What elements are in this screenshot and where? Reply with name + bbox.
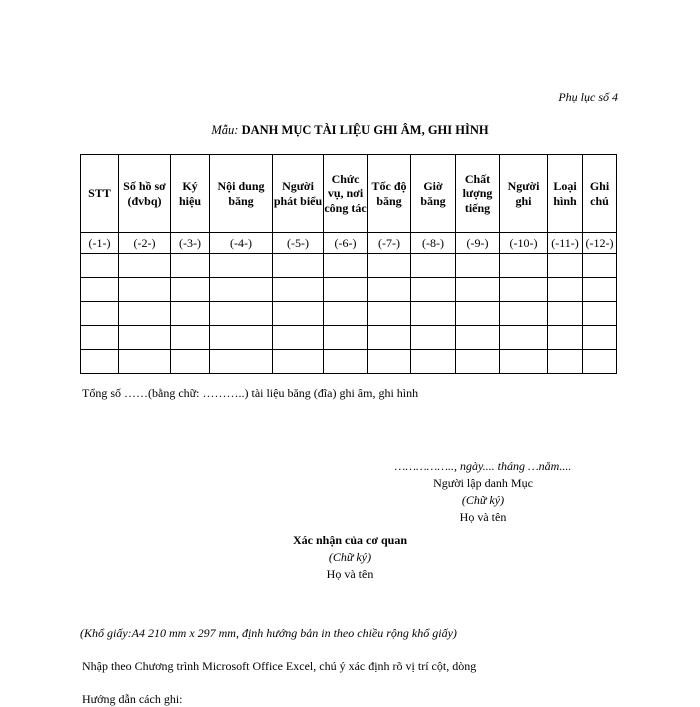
empty-cell: [368, 350, 411, 374]
empty-cell: [456, 302, 500, 326]
confirmation-signature-label: (Chữ ký): [328, 550, 372, 564]
appendix-label: Phụ lục số 4: [558, 90, 618, 104]
column-number-cell: (-3-): [171, 233, 210, 254]
column-number-cell: (-10-): [500, 233, 548, 254]
empty-cell: [171, 302, 210, 326]
paper-size-note: (Khổ giấy:A4 210 mm x 297 mm, định hướng bản in theo chiều rộng khổ giấy): [80, 626, 457, 640]
confirmation-name-label: Họ và tên: [326, 567, 374, 581]
empty-cell: [119, 302, 171, 326]
empty-cell: [583, 302, 617, 326]
empty-cell: [273, 326, 324, 350]
agency-confirmation-block: [250, 532, 450, 583]
header-cell: Chất lượng tiếng: [456, 155, 500, 233]
empty-cell: [273, 278, 324, 302]
empty-cell: [368, 302, 411, 326]
header-cell: Số hồ sơ (đvbq): [119, 155, 171, 233]
column-number-cell: (-4-): [210, 233, 273, 254]
column-number-cell: (-5-): [273, 233, 324, 254]
empty-cell: [81, 350, 119, 374]
creator-signature-block: [383, 458, 583, 526]
total-line: Tổng số ……(bằng chữ: ………..) tài liệu băng (đĩa) ghi âm, ghi hình: [82, 386, 419, 400]
empty-cell: [500, 254, 548, 278]
header-cell: Giờ băng: [411, 155, 456, 233]
empty-cell: [119, 326, 171, 350]
column-number-cell: (-2-): [119, 233, 171, 254]
column-number-cell: (-6-): [324, 233, 368, 254]
guide-heading: Hướng dẫn cách ghi:: [82, 692, 183, 706]
empty-cell: [324, 350, 368, 374]
form-title-lead: Mẫu:: [211, 123, 239, 137]
column-number-cell: (-8-): [411, 233, 456, 254]
recording-list-table: [80, 154, 617, 374]
empty-cell: [324, 302, 368, 326]
empty-cell: [368, 326, 411, 350]
date-line: …………….., ngày.... tháng …năm....: [394, 459, 572, 473]
empty-cell: [273, 302, 324, 326]
creator-signature-label: (Chữ ký): [461, 493, 505, 507]
empty-cell: [273, 350, 324, 374]
header-cell: Loại hình: [548, 155, 583, 233]
header-cell: Ghi chú: [583, 155, 617, 233]
empty-cell: [210, 302, 273, 326]
table-row: [81, 278, 617, 302]
empty-cell: [171, 350, 210, 374]
header-cell: Người ghi: [500, 155, 548, 233]
header-cell: Tốc độ băng: [368, 155, 411, 233]
empty-cell: [411, 350, 456, 374]
empty-cell: [500, 302, 548, 326]
empty-cell: [548, 350, 583, 374]
empty-cell: [583, 278, 617, 302]
header-cell: Người phát biểu: [273, 155, 324, 233]
empty-cell: [81, 278, 119, 302]
column-number-row: [81, 233, 617, 254]
empty-cell: [171, 278, 210, 302]
empty-cell: [368, 278, 411, 302]
empty-cell: [456, 350, 500, 374]
empty-cell: [324, 254, 368, 278]
empty-cell: [171, 254, 210, 278]
empty-cell: [500, 350, 548, 374]
table-header-row: [81, 155, 617, 233]
header-cell: Ký hiệu: [171, 155, 210, 233]
empty-cell: [548, 326, 583, 350]
header-cell: STT: [81, 155, 119, 233]
empty-cell: [119, 254, 171, 278]
empty-cell: [81, 254, 119, 278]
header-cell: Chức vụ, nơi công tác: [324, 155, 368, 233]
creator-role: Người lập danh Mục: [433, 476, 533, 490]
empty-cell: [210, 350, 273, 374]
table-row: [81, 326, 617, 350]
empty-cell: [210, 254, 273, 278]
empty-cell: [548, 254, 583, 278]
empty-cell: [411, 302, 456, 326]
form-title: [0, 123, 700, 138]
creator-name-label: Họ và tên: [459, 510, 507, 524]
empty-cell: [583, 350, 617, 374]
empty-cell: [548, 302, 583, 326]
empty-cell: [119, 350, 171, 374]
empty-cell: [81, 326, 119, 350]
column-number-cell: (-11-): [548, 233, 583, 254]
table-row: [81, 350, 617, 374]
empty-cell: [456, 326, 500, 350]
table-row: [81, 302, 617, 326]
empty-cell: [324, 278, 368, 302]
empty-cell: [583, 326, 617, 350]
header-cell: Nội dung băng: [210, 155, 273, 233]
empty-cell: [411, 278, 456, 302]
column-number-cell: (-9-): [456, 233, 500, 254]
empty-cell: [119, 278, 171, 302]
entry-instruction: Nhập theo Chương trình Microsoft Office Excel, chú ý xác định rõ vị trí cột, dòng: [82, 659, 477, 673]
empty-cell: [500, 326, 548, 350]
empty-cell: [171, 326, 210, 350]
empty-cell: [210, 278, 273, 302]
column-number-cell: (-1-): [81, 233, 119, 254]
empty-cell: [456, 278, 500, 302]
empty-cell: [548, 278, 583, 302]
column-number-cell: (-7-): [368, 233, 411, 254]
confirmation-title: Xác nhận của cơ quan: [292, 533, 407, 547]
empty-cell: [500, 278, 548, 302]
empty-cell: [368, 254, 411, 278]
empty-cell: [324, 326, 368, 350]
empty-cell: [210, 326, 273, 350]
empty-cell: [81, 302, 119, 326]
empty-cell: [411, 326, 456, 350]
empty-cell: [411, 254, 456, 278]
empty-cell: [583, 254, 617, 278]
empty-cell: [273, 254, 324, 278]
form-title-text: DANH MỤC TÀI LIỆU GHI ÂM, GHI HÌNH: [241, 123, 489, 137]
table-row: [81, 254, 617, 278]
column-number-cell: (-12-): [583, 233, 617, 254]
empty-cell: [456, 254, 500, 278]
